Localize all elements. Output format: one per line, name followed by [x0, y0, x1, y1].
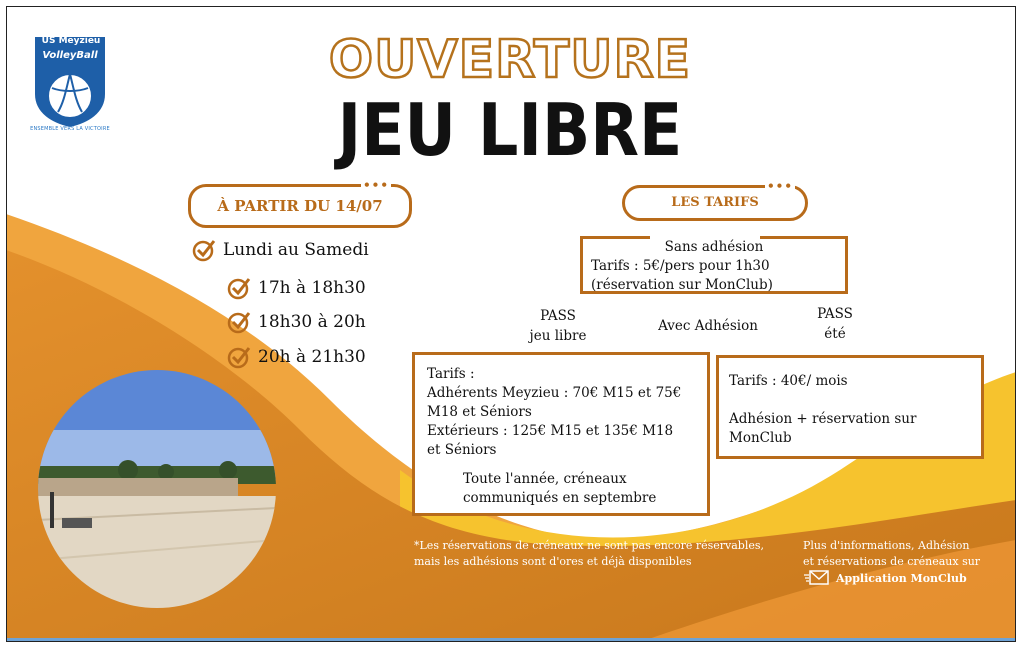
- pass-label-sub: jeu libre: [529, 328, 587, 344]
- pass-label-sub: été: [824, 326, 846, 342]
- box-border-segment: [580, 236, 650, 239]
- tarif-line: Tarifs :: [427, 366, 475, 382]
- info-line: et réservations de créneaux sur: [803, 555, 981, 568]
- avec-adhesion-label: Avec Adhésion: [658, 318, 758, 334]
- sans-adhesion-box: [580, 236, 848, 294]
- logo-text-top: US Meyzieu: [41, 36, 101, 46]
- note-line: mais les adhésions sont d'ores et déjà disponibles: [414, 555, 692, 568]
- pass-ete-label: [800, 304, 870, 344]
- tarif-line: Extérieurs : 125€ M15 et 135€ M18: [427, 423, 674, 439]
- check-circle-icon: [227, 310, 251, 334]
- tarifs-badge: [622, 179, 808, 221]
- slot-text: 20h à 21h30: [258, 347, 366, 367]
- slot-text: 17h à 18h30: [258, 278, 366, 298]
- pass-jeu-libre-label: [508, 306, 608, 346]
- title-ouverture: OUVERTURE: [328, 30, 692, 90]
- check-circle-icon: [227, 345, 251, 369]
- check-circle-icon: [227, 276, 251, 300]
- tarifs-badge-text: LES TARIFS: [671, 195, 759, 210]
- tarif-line: Toute l'année, créneaux: [463, 471, 627, 487]
- envelope-icon: [804, 569, 830, 587]
- tarif-line: MonClub: [729, 430, 792, 446]
- slot-text: 18h30 à 20h: [258, 312, 366, 332]
- tarif-line: Tarifs : 40€/ mois: [729, 373, 848, 389]
- logo-shield: [30, 32, 110, 136]
- info-line: Plus d'informations, Adhésion: [803, 539, 970, 552]
- pass-jeu-libre-box: [412, 352, 710, 516]
- info-note: [803, 538, 1003, 570]
- pass-label: PASS: [817, 306, 853, 322]
- reservation-note: [414, 538, 794, 570]
- note-line: *Les réservations de créneaux ne sont pas encore réservables,: [414, 539, 765, 552]
- tarif-line: Adhésion + réservation sur: [729, 411, 917, 427]
- date-badge-text: À PARTIR DU 14/07: [217, 197, 383, 215]
- monclub-app-link[interactable]: Application MonClub: [836, 572, 967, 585]
- sans-adhesion-price: Tarifs : 5€/pers pour 1h30: [591, 258, 770, 274]
- check-circle-icon: [192, 238, 216, 262]
- dots-icon: •••: [363, 178, 390, 192]
- beach-court-photo: [38, 370, 276, 608]
- pass-ete-box: [716, 355, 984, 459]
- tarif-line: M18 et Séniors: [427, 404, 532, 420]
- days-text: Lundi au Samedi: [223, 240, 369, 260]
- pass-label: PASS: [540, 308, 576, 324]
- sans-adhesion-note: (réservation sur MonClub): [591, 277, 773, 293]
- sans-adhesion-title: Sans adhésion: [664, 239, 764, 255]
- box-border-segment: [760, 236, 848, 239]
- tarif-line: Adhérents Meyzieu : 70€ M15 et 75€: [427, 385, 682, 401]
- club-logo: [30, 32, 110, 136]
- title-jeu-libre: JEU LIBRE: [337, 88, 683, 172]
- date-badge: [188, 178, 412, 228]
- court-illustration: [38, 370, 276, 608]
- tarif-line: et Séniors: [427, 442, 497, 458]
- dots-icon: •••: [767, 179, 794, 193]
- logo-motto: ENSEMBLE VERS LA VICTOIRE: [30, 126, 110, 132]
- tarif-line: communiqués en septembre: [463, 490, 657, 506]
- logo-text-main: VolleyBall: [42, 50, 98, 61]
